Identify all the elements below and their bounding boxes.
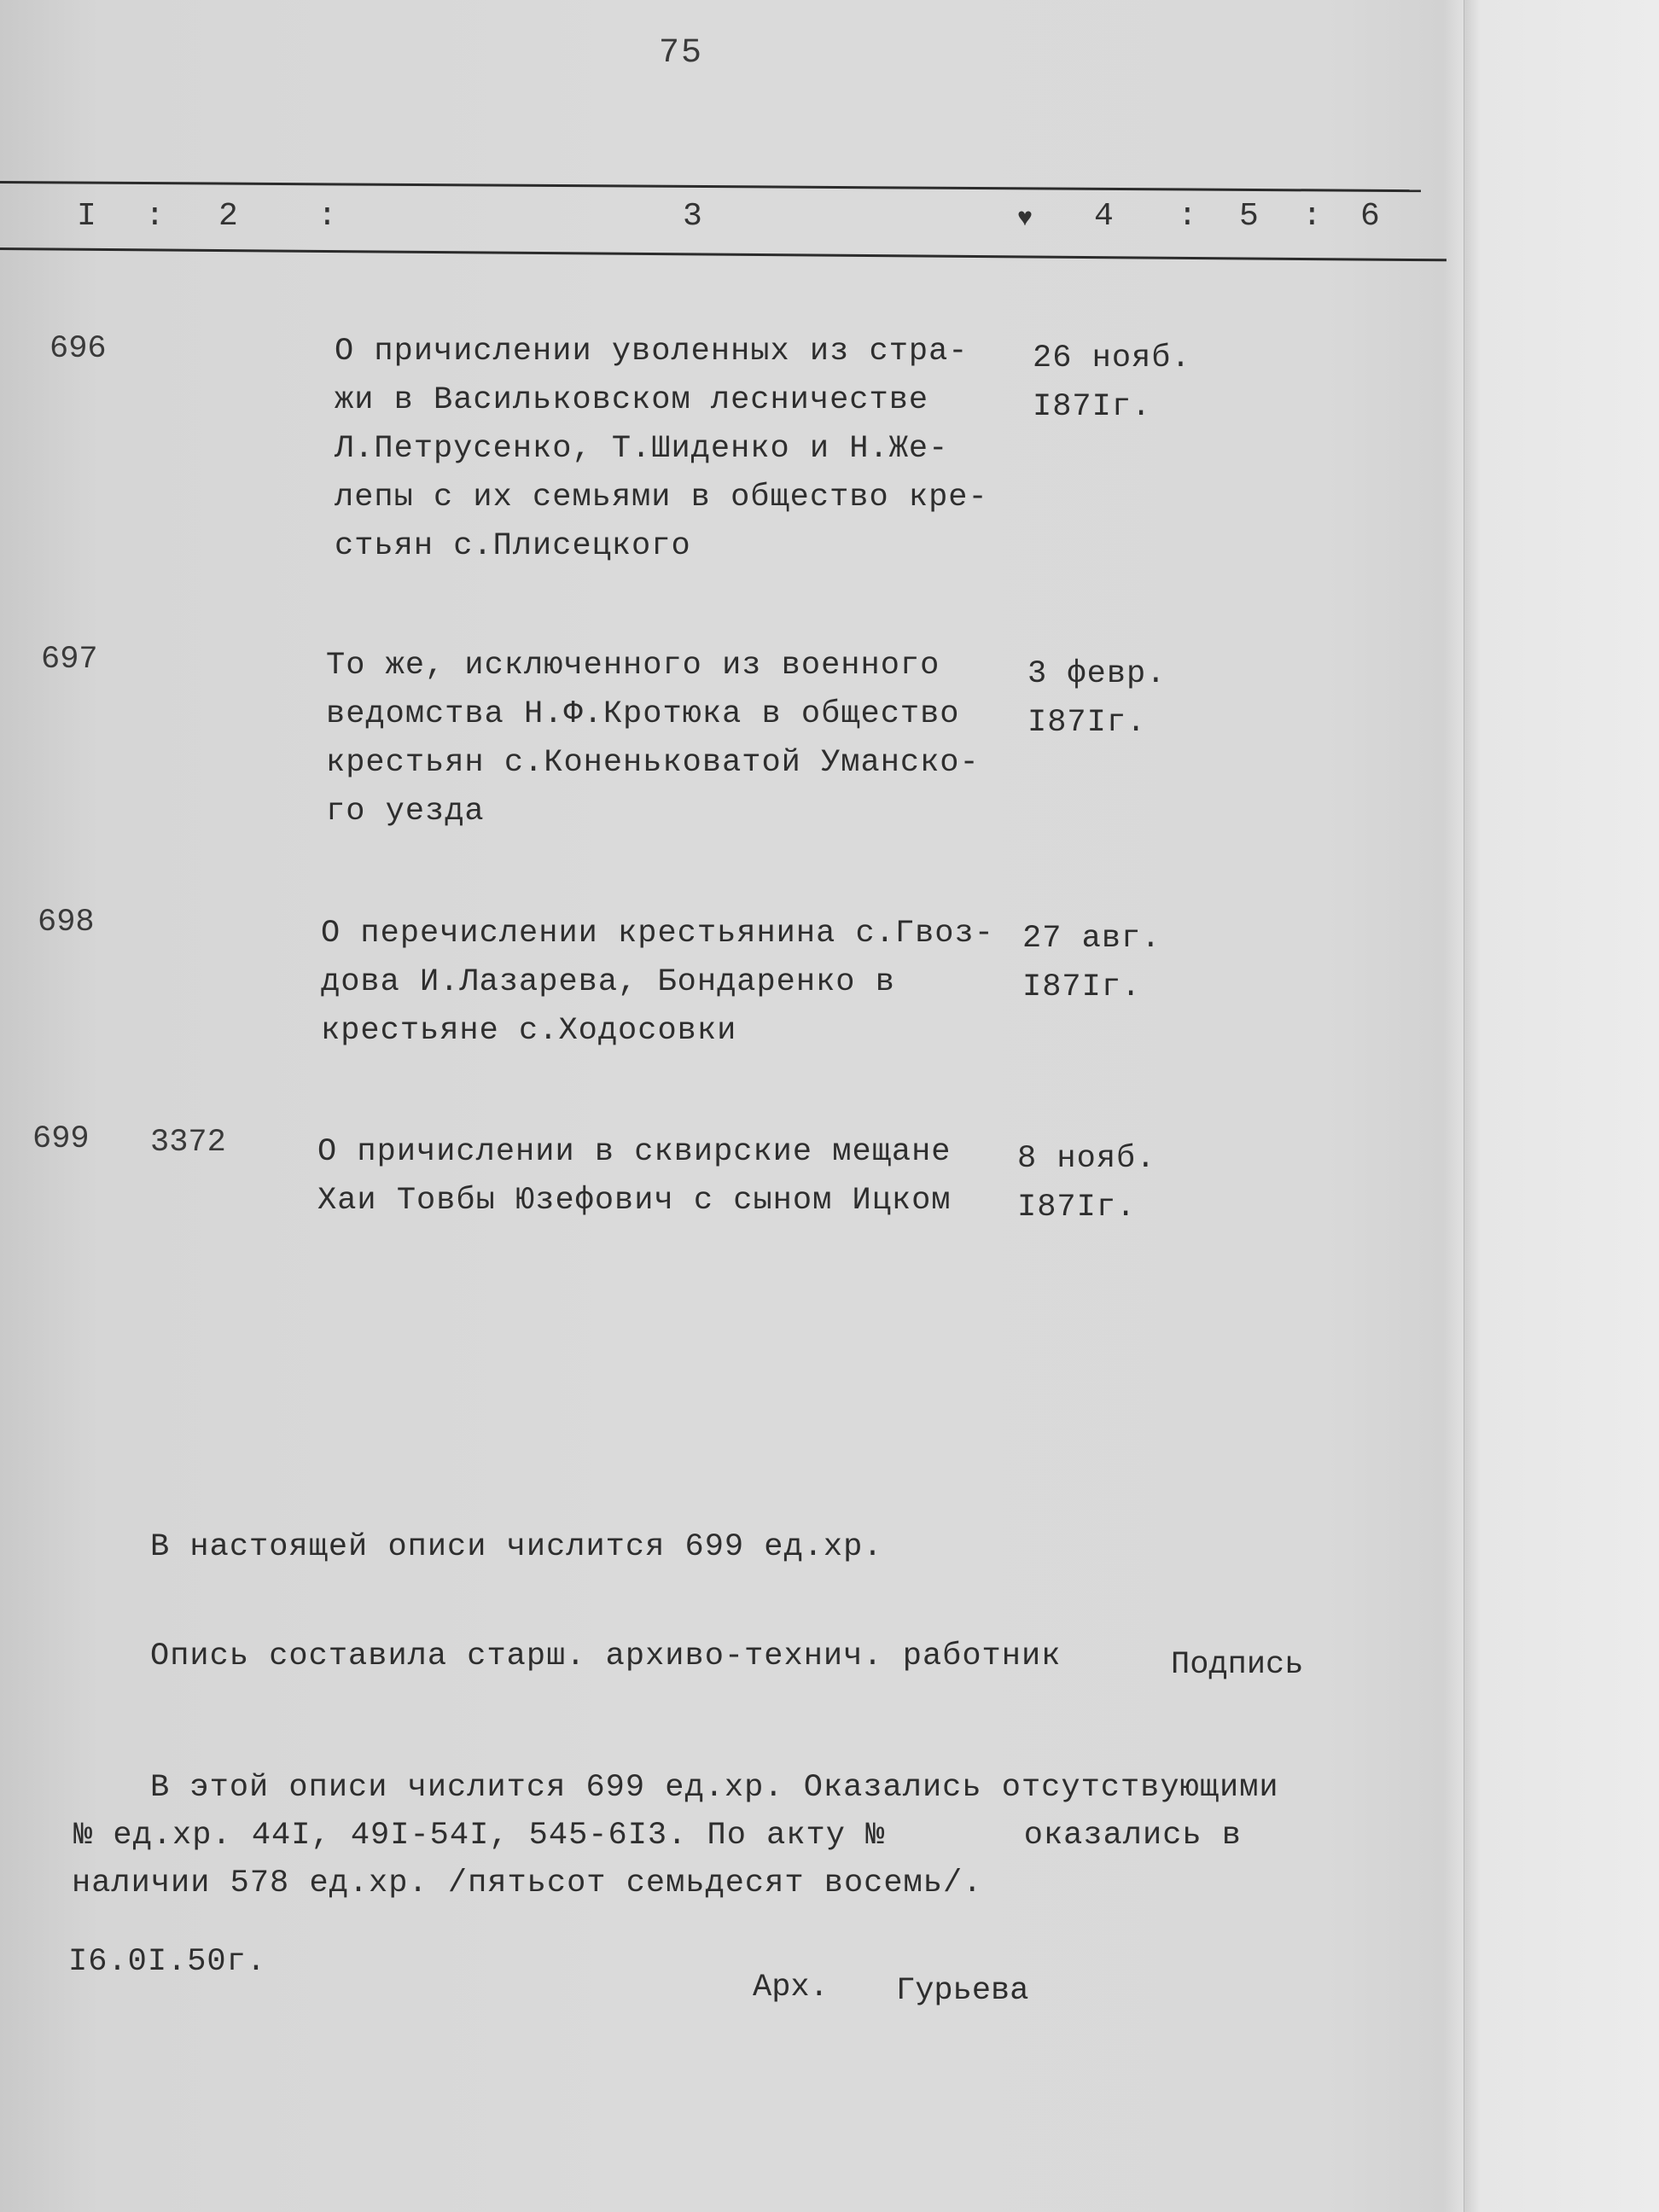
entry-date-year: I87Iг. xyxy=(1017,1190,1137,1225)
entry-number: 697 xyxy=(41,642,98,678)
entry-title-line: го уезда xyxy=(326,794,485,830)
entry-title xyxy=(321,910,994,1056)
document-date: I6.0I.50г. xyxy=(68,1944,267,1980)
header-rule-bottom xyxy=(0,247,1447,261)
entry-title-line: ведомства Н.Ф.Кротюка в общество xyxy=(326,696,960,732)
entry-title xyxy=(326,642,980,836)
archivist-title: Арх. xyxy=(753,1970,829,2005)
column-separator: : xyxy=(1178,198,1197,235)
adjacent-page-edge xyxy=(1464,0,1659,2212)
column-header-3: 3 xyxy=(683,198,702,235)
entry-number: 696 xyxy=(49,331,107,367)
column-separator: : xyxy=(317,198,337,235)
entry-title-line: О причислении в сквирские мещане xyxy=(317,1134,952,1170)
entry-date xyxy=(1027,650,1166,748)
entry-date-day: 8 нояб. xyxy=(1017,1141,1156,1177)
entry-date-day: 27 авг. xyxy=(1022,921,1161,957)
entry-number: 698 xyxy=(38,905,95,940)
entry-date xyxy=(1033,335,1191,432)
column-separator: : xyxy=(145,198,165,235)
column-mark: ♥ xyxy=(1017,205,1033,234)
column-header-2: 2 xyxy=(218,198,238,235)
column-header-4: 4 xyxy=(1094,198,1114,235)
entry-title-line: жи в Васильковском лесничестве xyxy=(335,382,929,418)
column-header-6: 6 xyxy=(1360,198,1380,235)
entry-title-line: дова И.Лазарева, Бондаренко в xyxy=(321,964,895,1000)
column-separator: : xyxy=(1302,198,1322,235)
check-line-3: наличии 578 ед.хр. /пятьсот семьдесят восемь/. xyxy=(72,1866,983,1901)
total-items-line: В настоящей описи числится 699 ед.хр. xyxy=(150,1529,883,1565)
entry-title-line: Хаи Товбы Юзефович с сыном Ицком xyxy=(317,1183,952,1219)
entry-date-year: I87Iг. xyxy=(1027,705,1147,741)
entry-title-line: лепы с их семьями в общество кре- xyxy=(335,480,988,515)
entry-title-line: О причислении уволенных из стра- xyxy=(335,334,969,370)
check-line-1: В этой описи числится 699 ед.хр. Оказались отсутствующими xyxy=(150,1770,1279,1806)
entry-title-line: Л.Петрусенко, Т.Шиденко и Н.Же- xyxy=(335,431,949,467)
entry-title xyxy=(335,328,988,571)
entry-title-line: крестьяне с.Ходосовки xyxy=(321,1013,737,1049)
entry-date xyxy=(1017,1135,1155,1232)
column-header-5: 5 xyxy=(1239,198,1259,235)
entry-date-year: I87Iг. xyxy=(1022,969,1142,1005)
entry-title-line: То же, исключенного из военного xyxy=(326,648,940,684)
entry-fond-number: 3372 xyxy=(150,1125,226,1161)
entry-date-day: 3 февр. xyxy=(1027,656,1167,692)
signature-label: Подпись xyxy=(1171,1647,1304,1683)
page-number: 75 xyxy=(659,34,704,73)
check-line-2: № ед.хр. 44I, 49I-54I, 545-6I3. По акту № оказались в xyxy=(73,1818,1243,1854)
column-header-1: I xyxy=(77,198,96,235)
entry-title-line: крестьян с.Коненьковатой Уманско- xyxy=(326,745,980,781)
entry-date xyxy=(1022,915,1161,1012)
entry-title xyxy=(317,1128,952,1225)
archivist-name: Гурьева xyxy=(896,1973,1029,2009)
entry-number: 699 xyxy=(32,1121,90,1157)
entry-title-line: стьян с.Плисецкого xyxy=(335,528,691,564)
compiled-by-line: Опись составила старш. архиво-технич. работник xyxy=(150,1639,1062,1674)
entry-title-line: О перечислении крестьянина с.Гвоз- xyxy=(321,916,994,952)
entry-date-day: 26 нояб. xyxy=(1033,341,1191,376)
header-rule-top xyxy=(0,181,1421,192)
entry-date-year: I87Iг. xyxy=(1033,389,1152,425)
